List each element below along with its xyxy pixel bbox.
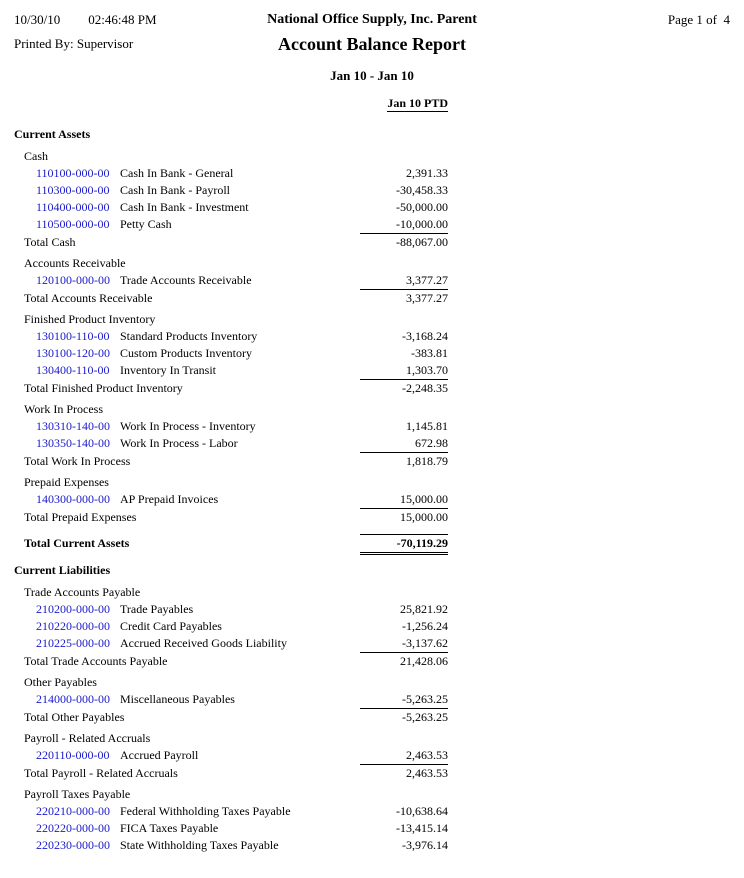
- account-row: [0, 182, 744, 199]
- group-total-row: [0, 233, 744, 250]
- group-total-amount: -2,248.35: [360, 379, 448, 397]
- group-total-amount: 21,428.06: [360, 652, 448, 670]
- account-amount: 3,377.27: [406, 273, 448, 287]
- group-total-row: [0, 452, 744, 469]
- amount-column-header-row: [0, 95, 448, 112]
- account-row: [0, 418, 744, 435]
- group-total-amount: -88,067.00: [360, 233, 448, 251]
- group-name: Cash: [24, 149, 48, 163]
- account-number-link[interactable]: 210225-000-00: [36, 636, 110, 650]
- group-total-label: Total Finished Product Inventory: [24, 381, 183, 395]
- report-title: Account Balance Report: [278, 34, 466, 54]
- account-name: Inventory In Transit: [120, 363, 216, 377]
- page-indicator: Page 1 of 4: [667, 12, 730, 27]
- account-amount: 1,303.70: [406, 363, 448, 377]
- account-amount: 25,821.92: [400, 602, 448, 616]
- group-total-label: Total Payroll - Related Accruals: [24, 766, 178, 780]
- account-number-link[interactable]: 220110-000-00: [36, 748, 110, 762]
- account-number-link[interactable]: 130100-120-00: [36, 346, 110, 360]
- account-amount: -1,256.24: [402, 619, 448, 633]
- account-row: [0, 747, 744, 764]
- group-total-label: Total Prepaid Expenses: [24, 510, 137, 524]
- account-name: Credit Card Payables: [120, 619, 222, 633]
- group-total-amount: 2,463.53: [360, 764, 448, 782]
- account-amount: -383.81: [411, 346, 448, 360]
- account-name: Trade Accounts Receivable: [120, 273, 252, 287]
- account-amount: -30,458.33: [396, 183, 448, 197]
- account-amount: -3,976.14: [402, 838, 448, 852]
- group-total-row: [0, 289, 744, 306]
- account-row: [0, 272, 744, 289]
- account-name: State Withholding Taxes Payable: [120, 838, 279, 852]
- group-total-row: [0, 764, 744, 781]
- account-name: Work In Process - Inventory: [120, 419, 256, 433]
- account-amount: -10,000.00: [396, 217, 448, 231]
- report-body: [0, 118, 744, 854]
- account-row: [0, 216, 744, 233]
- group-total-row: [0, 708, 744, 725]
- account-row: [0, 345, 744, 362]
- group-total-label: Total Trade Accounts Payable: [24, 654, 168, 668]
- account-row: [0, 435, 744, 452]
- section-total-label: Total Current Assets: [24, 536, 130, 550]
- account-row: [0, 820, 744, 837]
- group-total-amount: 15,000.00: [360, 508, 448, 526]
- account-number-link[interactable]: 220210-000-00: [36, 804, 110, 818]
- account-name: AP Prepaid Invoices: [120, 492, 219, 506]
- account-name: Cash In Bank - General: [120, 166, 234, 180]
- account-row: [0, 328, 744, 345]
- group-name: Other Payables: [24, 675, 97, 689]
- group-total-row: [0, 652, 744, 669]
- header-center: [0, 12, 744, 84]
- account-amount: -13,415.14: [396, 821, 448, 835]
- account-name: Accrued Received Goods Liability: [120, 636, 287, 650]
- group-name: Finished Product Inventory: [24, 312, 156, 326]
- group-name: Payroll - Related Accruals: [24, 731, 151, 745]
- report-time: 02:46:48 PM: [88, 12, 157, 27]
- account-number-link[interactable]: 130100-110-00: [36, 329, 110, 343]
- account-name: Custom Products Inventory: [120, 346, 252, 360]
- account-name: Cash In Bank - Payroll: [120, 183, 230, 197]
- account-number-link[interactable]: 110100-000-00: [36, 166, 110, 180]
- group-total-row: [0, 508, 744, 525]
- column-header-jan10-ptd: Jan 10 PTD: [387, 96, 448, 110]
- account-number-link[interactable]: 110500-000-00: [36, 217, 110, 231]
- account-amount: -50,000.00: [396, 200, 448, 214]
- account-name: Petty Cash: [120, 217, 172, 231]
- account-number-link[interactable]: 210220-000-00: [36, 619, 110, 633]
- account-row: [0, 635, 744, 652]
- group-total-amount: -5,263.25: [360, 708, 448, 726]
- account-row: [0, 618, 744, 635]
- account-amount: 2,463.53: [406, 748, 448, 762]
- group-total-label: Total Other Payables: [24, 710, 125, 724]
- section-title: Current Liabilities: [14, 563, 111, 577]
- account-row: [0, 491, 744, 508]
- account-row: [0, 165, 744, 182]
- section-total-row: [0, 534, 744, 551]
- account-row: [0, 837, 744, 854]
- account-amount: 672.98: [415, 436, 448, 450]
- group-name: Payroll Taxes Payable: [24, 787, 131, 801]
- report-date: 10/30/10: [14, 12, 61, 27]
- section-total-amount: -70,119.29: [360, 534, 448, 555]
- account-name: Cash In Bank - Investment: [120, 200, 249, 214]
- account-number-link[interactable]: 110400-000-00: [36, 200, 110, 214]
- group-name: Prepaid Expenses: [24, 475, 109, 489]
- printed-by: Printed By: Supervisor: [14, 36, 134, 51]
- account-name: Standard Products Inventory: [120, 329, 258, 343]
- account-amount: -5,263.25: [402, 692, 448, 706]
- account-row: [0, 803, 744, 820]
- account-row: [0, 601, 744, 618]
- account-amount: -3,137.62: [402, 636, 448, 650]
- account-amount: 2,391.33: [406, 166, 448, 180]
- group-name: Trade Accounts Payable: [24, 585, 141, 599]
- account-number-link[interactable]: 214000-000-00: [36, 692, 110, 706]
- group-total-row: [0, 379, 744, 396]
- account-name: Work In Process - Labor: [120, 436, 238, 450]
- account-amount: -10,638.64: [396, 804, 448, 818]
- group-total-label: Total Accounts Receivable: [24, 291, 153, 305]
- account-row: [0, 362, 744, 379]
- group-total-label: Total Work In Process: [24, 454, 131, 468]
- account-name: Federal Withholding Taxes Payable: [120, 804, 291, 818]
- report-period: Jan 10 - Jan 10: [330, 68, 414, 83]
- company-name: National Office Supply, Inc. Parent: [267, 12, 477, 27]
- account-number-link[interactable]: 130350-140-00: [36, 436, 110, 450]
- group-name: Work In Process: [24, 402, 104, 416]
- group-total-amount: 3,377.27: [360, 289, 448, 307]
- group-total-label: Total Cash: [24, 235, 76, 249]
- account-row: [0, 691, 744, 708]
- account-number-link[interactable]: 120100-000-00: [36, 273, 110, 287]
- account-number-link[interactable]: 210200-000-00: [36, 602, 110, 616]
- group-total-amount: 1,818.79: [360, 452, 448, 470]
- account-name: Accrued Payroll: [120, 748, 199, 762]
- account-name: FICA Taxes Payable: [120, 821, 219, 835]
- account-number-link[interactable]: 220220-000-00: [36, 821, 110, 835]
- account-amount: 15,000.00: [400, 492, 448, 506]
- account-amount: -3,168.24: [402, 329, 448, 343]
- account-name: Miscellaneous Payables: [120, 692, 235, 706]
- group-name: Accounts Receivable: [24, 256, 126, 270]
- account-number-link[interactable]: 140300-000-00: [36, 492, 110, 506]
- account-row: [0, 199, 744, 216]
- account-number-link[interactable]: 130400-110-00: [36, 363, 110, 377]
- account-number-link[interactable]: 220230-000-00: [36, 838, 110, 852]
- account-amount: 1,145.81: [406, 419, 448, 433]
- section-title: Current Assets: [14, 127, 91, 141]
- account-number-link[interactable]: 110300-000-00: [36, 183, 110, 197]
- account-number-link[interactable]: 130310-140-00: [36, 419, 110, 433]
- account-name: Trade Payables: [120, 602, 194, 616]
